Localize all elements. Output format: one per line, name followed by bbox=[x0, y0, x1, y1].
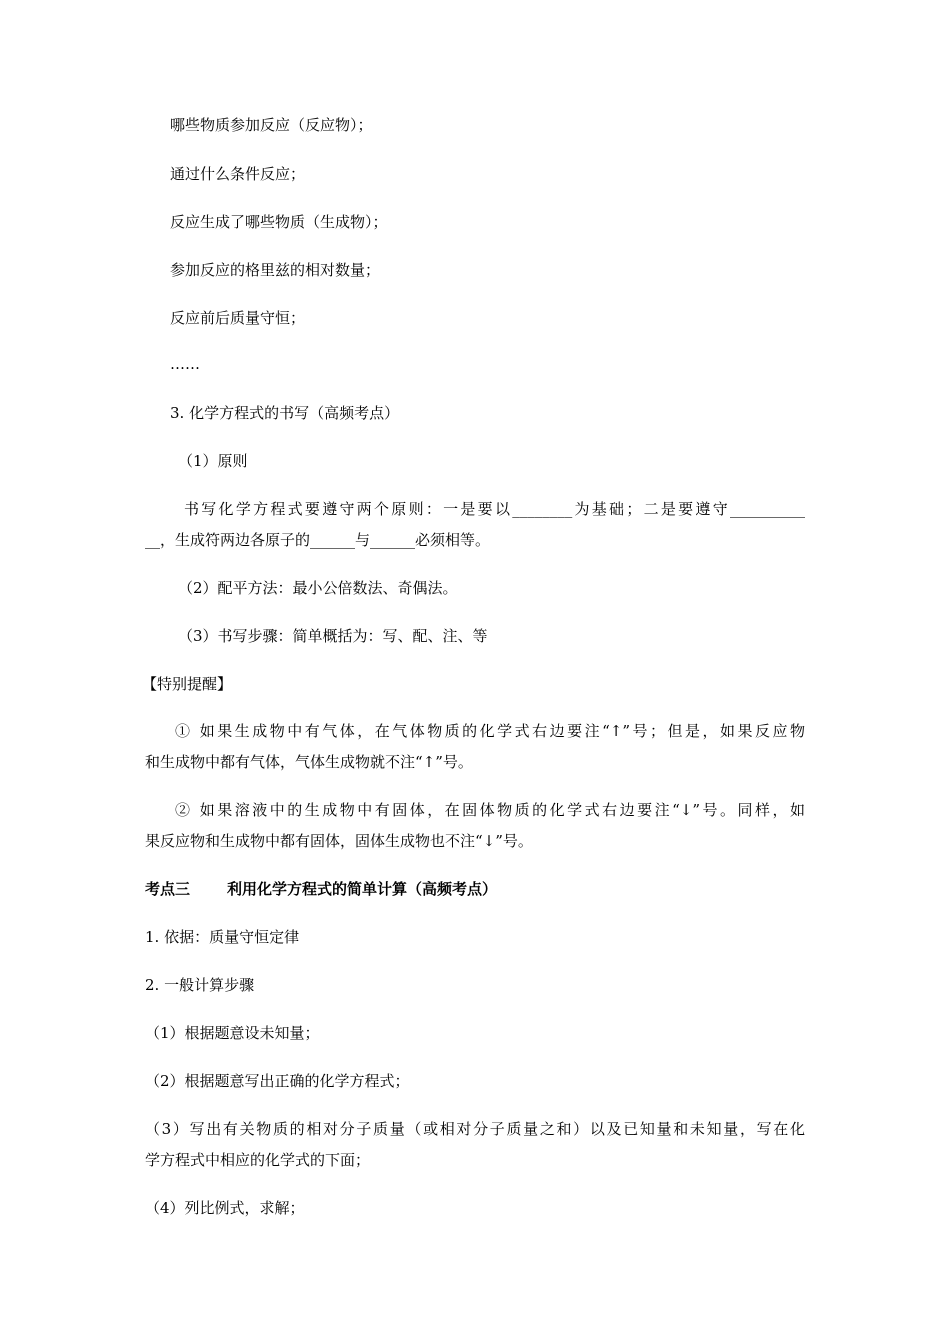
principle-text-line2: __，生成符两边各原子的______与______必须相等。 bbox=[145, 531, 491, 549]
reminder-1-line2: 和生成物中都有气体，气体生成物就不注“↑”号。 bbox=[145, 753, 473, 771]
line-reactants: 哪些物质参加反应（反应物）； bbox=[170, 116, 373, 134]
calc-step-3-line1: （3）写出有关物质的相对分子质量（或相对分子质量之和）以及已知量和未知量，写在化 bbox=[145, 1120, 805, 1138]
calc-step-2: （2）根据题意写出正确的化学方程式； bbox=[145, 1072, 410, 1090]
calc-basis: 1. 依据：质量守恒定律 bbox=[145, 928, 300, 946]
calc-step-3-line2: 学方程式中相应的化学式的下面； bbox=[145, 1151, 371, 1169]
subheading-principle: （1）原则 bbox=[178, 452, 248, 470]
writing-steps: （3）书写步骤：简单概括为：写、配、注、等 bbox=[178, 627, 488, 645]
balancing-methods: （2）配平方法：最小公倍数法、奇偶法。 bbox=[178, 579, 458, 597]
line-products: 反应生成了哪些物质（生成物）； bbox=[170, 213, 388, 231]
key-point-three-title: 利用化学方程式的简单计算（高频考点） bbox=[227, 880, 498, 898]
special-reminder-title: 【特别提醒】 bbox=[142, 675, 233, 693]
principle-text-line1: 书写化学方程式要遵守两个原则：一是要以________为基础；二是要遵守__________ bbox=[184, 500, 805, 518]
reminder-1-line1: ① 如果生成物中有气体，在气体物质的化学式右边要注“↑”号；但是，如果反应物 bbox=[175, 722, 805, 740]
calc-steps-heading: 2. 一般计算步骤 bbox=[145, 976, 255, 994]
calc-step-4: （4）列比例式，求解； bbox=[145, 1199, 305, 1217]
line-relative-quantity: 参加反应的格里兹的相对数量； bbox=[170, 261, 381, 279]
calc-step-1: （1）根据题意设未知量； bbox=[145, 1024, 320, 1042]
line-conditions: 通过什么条件反应； bbox=[170, 165, 306, 183]
reminder-2-line1: ② 如果溶液中的生成物中有固体，在固体物质的化学式右边要注“↓”号。同样，如 bbox=[175, 801, 805, 819]
line-ellipsis: …… bbox=[170, 355, 200, 373]
line-mass-conservation: 反应前后质量守恒； bbox=[170, 309, 306, 327]
reminder-2-line2: 果反应物和生成物中都有固体，固体生成物也不注“↓”号。 bbox=[145, 832, 533, 850]
key-point-three-label: 考点三 bbox=[145, 880, 191, 898]
section-heading-equation-writing: 3. 化学方程式的书写（高频考点） bbox=[170, 404, 400, 422]
